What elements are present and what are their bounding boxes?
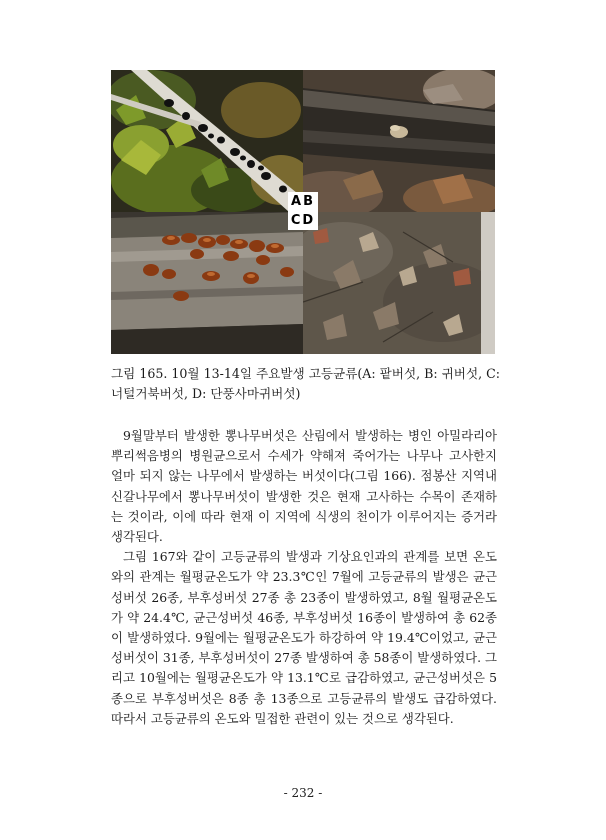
photo-panel-a	[111, 70, 303, 212]
label-b: B	[303, 194, 315, 209]
label-a: A	[291, 194, 304, 209]
paragraph-1: 9월말부터 발생한 뽕나무버섯은 산림에서 발생하는 병인 아밀라리아 뿌리썩음병의 병원균으로서 수세가 약해져 죽어가는 나무나 고사한지 얼마 되지 않는 나무에서 발생하는 버섯이다(그림 166). 점봉산 지역내 신갈나무에서 뽕나무버섯이 발생한 것은 현재 고사하는 수목이 존재하는 것이라, 이에 따라 현재 이 지역에 식생의 천이가 이루어지는 증거라 생각된다.	[111, 428, 497, 545]
photo-panel-d	[303, 212, 495, 354]
figure-panel-labels	[288, 192, 318, 230]
log-bracket-fungus-photo	[111, 212, 303, 354]
body-text	[111, 426, 497, 729]
photo-panel-b	[303, 70, 495, 212]
photo-panel-c	[111, 212, 303, 354]
forest-floor-photo	[303, 212, 495, 354]
label-c: C	[290, 213, 303, 228]
page-number: - 232 -	[283, 786, 323, 800]
log-ear-fungus-photo	[303, 70, 495, 212]
birch-branch-fungus-photo	[111, 70, 303, 212]
paragraph-2: 그림 167와 같이 고등균류의 발생과 기상요인과의 관계를 보면 온도와의 관계는 월평균온도가 약 23.3℃인 7월에 고등균류의 발생은 균근성버섯 26종, 부후성버섯 27종 총 23종이 발생하였고, 8월 월평균온도가 약 24.4℃, 균근성버섯 46종, 부후성버섯 16종이 발생하여 총 62종이 발생하였다. 9월에는 월평균온도가 하강하여 약 19.4℃이었고, 균근성버섯이 31종, 부후성버섯이 27종 발생하여 총 58종이 발생하였다. 그리고 10월에는 월평균온도가 약 13.1℃로 급감하였고, 균근성버섯은 5종으로 부후성버섯은 8종 총 13종으로 고등균류의 발생도 급감하였다. 따라서 고등균류의 온도와 밀접한 관련이 있는 것으로 생각된다.	[111, 549, 497, 726]
caption-line-1: 그림 165. 10월 13-14일 주요발생 고등균류(A: 팥버섯, B: 귀버섯, C:	[111, 366, 501, 381]
figure-caption	[111, 364, 501, 404]
label-d: D	[302, 213, 316, 228]
caption-line-2: 너털거북버섯, D: 단풍사마귀버섯)	[111, 386, 301, 401]
figure-photo-grid	[111, 70, 495, 354]
